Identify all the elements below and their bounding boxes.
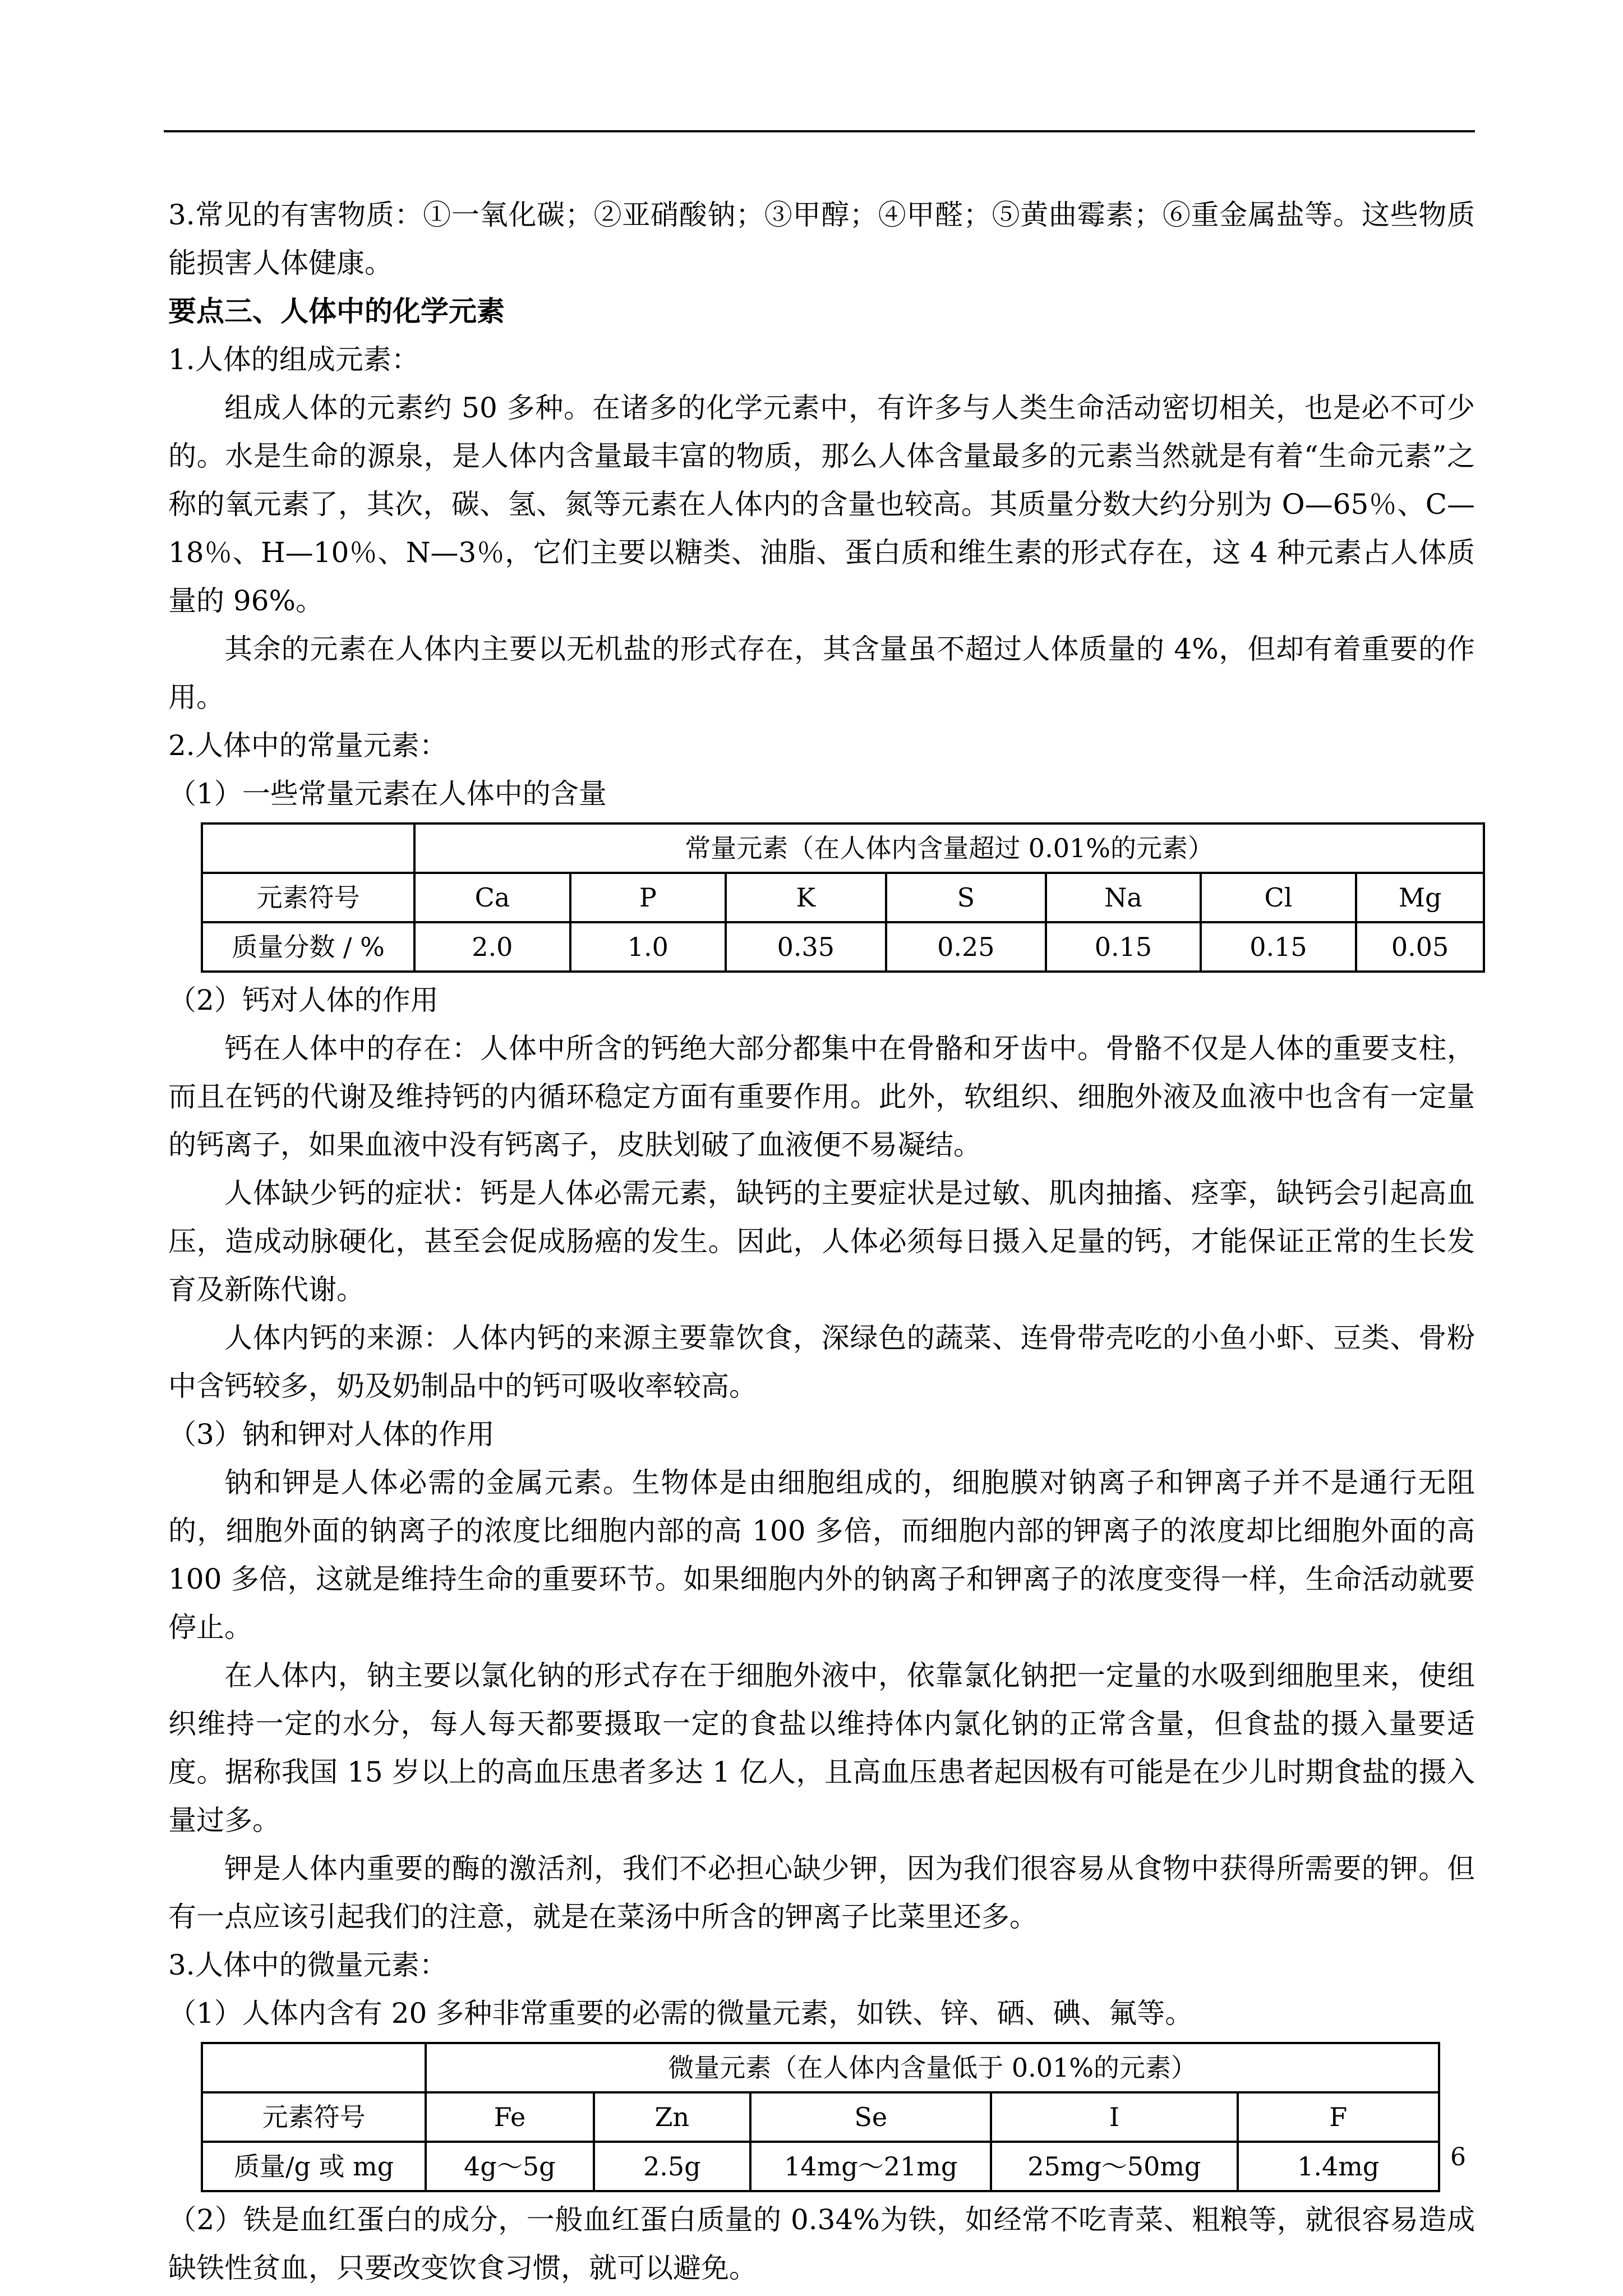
sodium-potassium-paragraph-1: 钠和钾是人体必需的金属元素。生物体是由细胞组成的，细胞膜对钠离子和钾离子并不是通行无阻的，细胞外面的钠离子的浓度比细胞内部的高 100 多倍，而细胞内部的钾离子的浓度却比细胞外面的高 100 多倍，这就是维持生命的重要环节。如果细胞内外的钠离子和钾离子的浓度变得一样，生命活动就要停止。	[168, 1466, 1475, 1644]
symbol-cell: Na	[1046, 873, 1201, 922]
header-rule	[164, 130, 1475, 132]
subsection-title-macro: 2.人体中的常量元素：	[168, 729, 448, 762]
composition-paragraph-1: 组成人体的元素约 50 多种。在诸多的化学元素中，有许多与人类生命活动密切相关，也是必不可少的。水是生命的源泉，是人体内含量最丰富的物质，那么人体含量最多的元素当然就是有着“生命元素”之称的氧元素了，其次，碳、氢、氮等元素在人体内的含量也较高。其质量分数大约分别为 O—65％、C—18％、H—10％、N—3％，它们主要以糖类、油脂、蛋白质和维生素的形式存在，这 4 种元素占人体质量的 96%。	[168, 392, 1475, 617]
row-label-symbol: 元素符号	[202, 873, 414, 922]
value-cell: 1.0	[570, 922, 726, 972]
row-label-symbol: 元素符号	[202, 2092, 426, 2142]
page-content	[168, 191, 1475, 2292]
sodium-potassium-paragraph-3: 钾是人体内重要的酶的激活剂，我们不必担心缺少钾，因为我们很容易从食物中获得所需要的钾。但有一点应该引起我们的注意，就是在菜汤中所含的钾离子比菜里还多。	[168, 1852, 1475, 1933]
value-cell: 2.5g	[594, 2142, 751, 2191]
symbol-cell: K	[726, 873, 886, 922]
symbol-cell: I	[991, 2092, 1237, 2142]
value-cell: 4g～5g	[426, 2142, 593, 2191]
composition-paragraph-2: 其余的元素在人体内主要以无机盐的形式存在，其含量虽不超过人体质量的 4%，但却有着重要的作用。	[168, 633, 1475, 714]
symbol-cell: F	[1238, 2092, 1440, 2142]
row-label-mass: 质量/g 或 mg	[202, 2142, 426, 2191]
symbol-cell: S	[886, 873, 1046, 922]
trace-item-2: （2）铁是血红蛋白的成分，一般血红蛋白质量的 0.34%为铁，如经常不吃青菜、粗粮等，就很容易造成缺铁性贫血，只要改变饮食习惯，就可以避免。	[168, 2203, 1475, 2284]
section-heading: 要点三、人体中的化学元素	[168, 295, 505, 328]
row-label-mass: 质量分数 / %	[202, 922, 414, 972]
calcium-paragraph-1: 钙在人体中的存在：人体中所含的钙绝大部分都集中在骨骼和牙齿中。骨骼不仅是人体的重要支柱，而且在钙的代谢及维持钙的内循环稳定方面有重要作用。此外，软组织、细胞外液及血液中也含有一定量的钙离子，如果血液中没有钙离子，皮肤划破了血液便不易凝结。	[168, 1032, 1475, 1161]
subsection-title-composition: 1.人体的组成元素：	[168, 343, 419, 376]
symbol-cell: Mg	[1356, 873, 1484, 922]
sodium-potassium-paragraph-2: 在人体内，钠主要以氯化钠的形式存在于细胞外液中，依靠氯化钠把一定量的水吸到细胞里来，使组织维持一定的水分，每人每天都要摄取一定的食盐以维持体内氯化钠的正常含量，但食盐的摄入量要适度。据称我国 15 岁以上的高血压患者多达 1 亿人，且高血压患者起因极有可能是在少儿时期食盐的摄入量过多。	[168, 1659, 1475, 1837]
macro-item-3: （3）钠和钾对人体的作用	[168, 1418, 495, 1451]
symbol-cell: Cl	[1201, 873, 1357, 922]
harmful-substances-paragraph: 3.常见的有害物质：①一氧化碳；②亚硝酸钠；③甲醇；④甲醛；⑤黄曲霉素；⑥重金属盐等。这些物质能损害人体健康。	[168, 199, 1475, 279]
value-cell: 2.0	[414, 922, 570, 972]
value-cell: 0.05	[1356, 922, 1484, 972]
macro-item-2: （2）钙对人体的作用	[168, 984, 439, 1016]
macro-elements-table	[201, 822, 1485, 973]
calcium-paragraph-2: 人体缺少钙的症状：钙是人体必需元素，缺钙的主要症状是过敏、肌肉抽搐、痉挛，缺钙会引起高血压，造成动脉硬化，甚至会促成肠癌的发生。因此，人体必须每日摄入足量的钙，才能保证正常的生长发育及新陈代谢。	[168, 1177, 1475, 1306]
value-cell: 25mg～50mg	[991, 2142, 1237, 2191]
macro-item-1: （1）一些常量元素在人体中的含量	[168, 777, 607, 810]
value-cell: 0.25	[886, 922, 1046, 972]
trace-table-caption: 微量元素（在人体内含量低于 0.01%的元素）	[426, 2043, 1439, 2092]
value-cell: 0.15	[1201, 922, 1357, 972]
table-corner-cell	[202, 2043, 426, 2092]
table-corner-cell	[202, 823, 414, 873]
symbol-cell: Zn	[594, 2092, 751, 2142]
value-cell: 0.35	[726, 922, 886, 972]
trace-item-1: （1）人体内含有 20 多种非常重要的必需的微量元素，如铁、锌、硒、碘、氟等。	[168, 1997, 1193, 2030]
trace-elements-table	[201, 2042, 1440, 2192]
symbol-cell: P	[570, 873, 726, 922]
symbol-cell: Fe	[426, 2092, 593, 2142]
symbol-cell: Se	[750, 2092, 991, 2142]
macro-table-caption: 常量元素（在人体内含量超过 0.01%的元素）	[414, 823, 1484, 873]
page-number: 6	[1450, 2143, 1466, 2171]
value-cell: 0.15	[1046, 922, 1201, 972]
symbol-cell: Ca	[414, 873, 570, 922]
calcium-paragraph-3: 人体内钙的来源：人体内钙的来源主要靠饮食，深绿色的蔬菜、连骨带壳吃的小鱼小虾、豆类、骨粉中含钙较多，奶及奶制品中的钙可吸收率较高。	[168, 1322, 1475, 1402]
subsection-title-trace: 3.人体中的微量元素：	[168, 1949, 448, 1981]
value-cell: 14mg～21mg	[750, 2142, 991, 2191]
value-cell: 1.4mg	[1238, 2142, 1440, 2191]
